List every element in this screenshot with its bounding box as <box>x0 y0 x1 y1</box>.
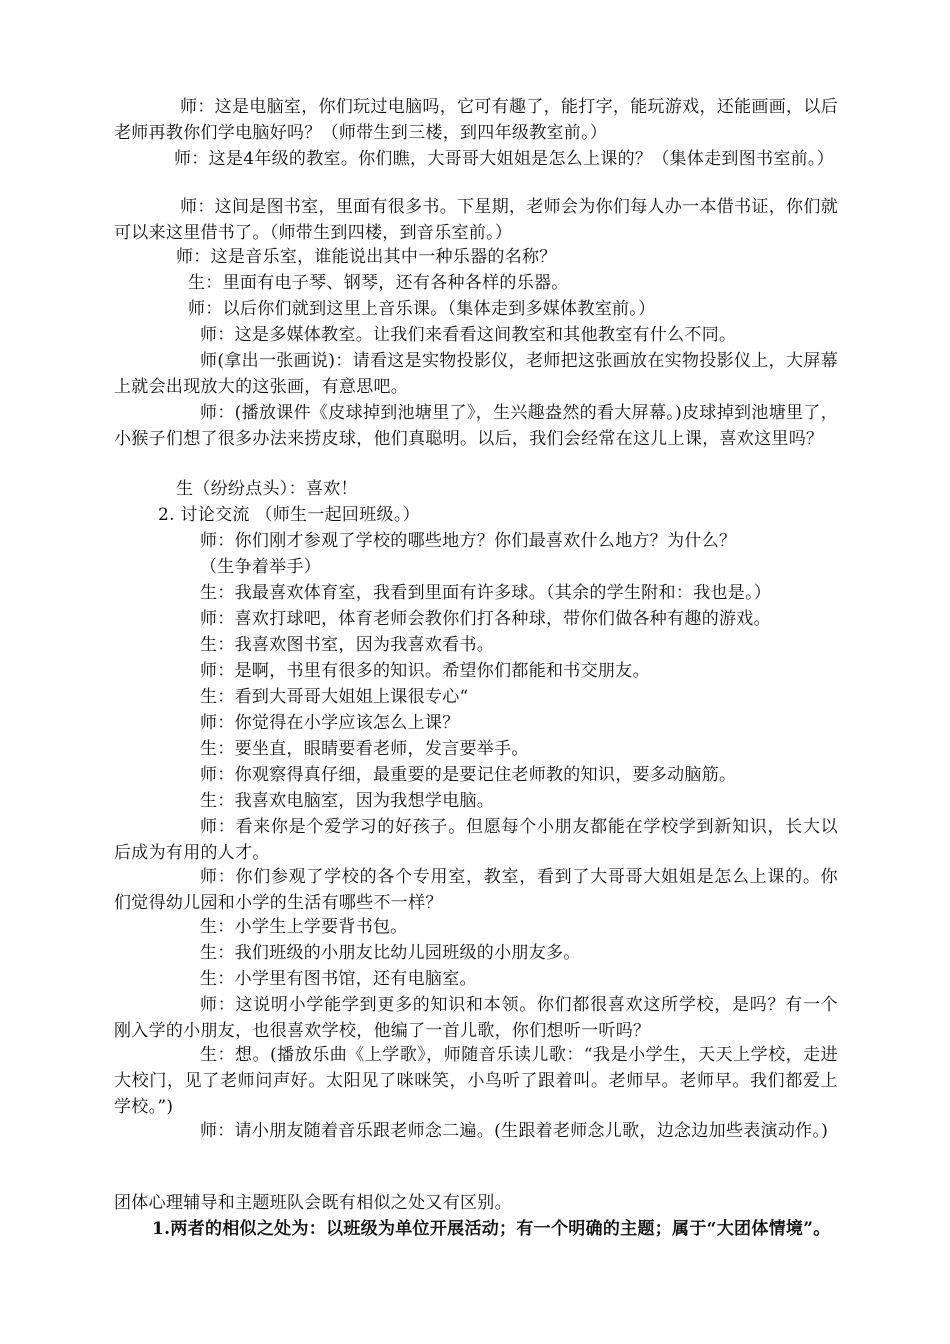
dialogue-line: 生：要坐直，眼睛要看老师，发言要举手。 <box>200 739 529 759</box>
dialogue-line: 师：是啊，书里有很多的知识。希望你们都能和书交朋友。 <box>200 661 650 681</box>
dialogue-line: 生：小学里有图书馆，还有电脑室。 <box>200 969 477 989</box>
paragraph-differences-question: 师：你们参观了学校的各个专用室，教室，看到了大哥哥大姐姐是怎么上课的。你们觉得幼儿园和小学的生活有哪些不一样？ <box>114 867 838 913</box>
paragraph-more-knowledge: 师：这说明小学能学到更多的知识和本领。你们都很喜欢这所学校，是吗？有一个刚入学的小朋友，也很喜欢学校，他编了一首儿歌，你们想听一听吗？ <box>114 995 838 1041</box>
dialogue-line: 生：我最喜欢体育室，我看到里面有许多球。（其余的学生附和：我也是。） <box>200 583 772 603</box>
paragraph-music-room: 师：这是音乐室，谁能说出其中一种乐器的名称？ <box>176 247 557 267</box>
dialogue-line: 生：我喜欢电脑室，因为我想学电脑。 <box>200 791 495 811</box>
paragraph-group-counseling: 团体心理辅导和主题班队会既有相似之处又有区别。 <box>114 1193 512 1213</box>
dialogue-line: 师：喜欢打球吧，体育老师会教你们打各种球，带你们做各种有趣的游戏。 <box>200 609 771 629</box>
paragraph-student-instruments: 生：里面有电子琴、钢琴，还有各种各样的乐器。 <box>188 273 569 293</box>
paragraph-projector: 师(拿出一张画说)：请看这是实物投影仪，老师把这张画放在实物投影仪上，大屏幕上就会出现放大的这张画，有意思吧。 <box>114 351 838 397</box>
dialogue-line: （生争着举手） <box>200 557 322 577</box>
dialogue-line: 生：我们班级的小朋友比幼儿园班级的小朋友多。 <box>200 943 581 963</box>
dialogue-line: 师：你觉得在小学应该怎么上课？ <box>200 713 460 733</box>
section-heading-discussion: 2. 讨论交流 （师生一起回班级。） <box>158 505 420 525</box>
paragraph-students-like: 生（纷纷点头）：喜欢！ <box>176 479 358 499</box>
paragraph-similarities: 1.两者的相似之处为：以班级为单位开展活动；有一个明确的主题；属于“大团体情境”。 <box>152 1219 831 1239</box>
dialogue-line: 师：你观察得真仔细，最重要的是要记住老师教的知识，要多动脑筋。 <box>200 765 737 785</box>
paragraph-multimedia-room: 师：这是多媒体教室。让我们来看看这间教室和其他教室有什么不同。 <box>200 325 737 345</box>
dialogue-line: 师：你们刚才参观了学校的哪些地方？你们最喜欢什么地方？为什么？ <box>200 531 737 551</box>
dialogue-line: 生：小学生上学要背书包。 <box>200 917 408 937</box>
paragraph-library: 师：这间是图书室，里面有很多书。下星期，老师会为你们每人办一本借书证，你们就可以来这里借书了。（师带生到四楼，到音乐室前。） <box>114 197 838 243</box>
paragraph-good-child: 师：看来你是个爱学习的好孩子。但愿每个小朋友都能在学校学到新知识，长大以后成为有用的人才。 <box>114 817 838 863</box>
paragraph-school-song: 生：想。(播放乐曲《上学歌》，师随音乐读儿歌：“我是小学生，天天上学校，走进大校门，见了老师问声好。太阳见了咪咪笑，小鸟听了跟着叫。老师早。老师早。我们都爱上学校。”) <box>114 1045 838 1117</box>
paragraph-courseware: 师：(播放课件《皮球掉到池塘里了》，生兴趣盎然的看大屏幕。)皮球掉到池塘里了，小猴子们想了很多办法来捞皮球，他们真聪明。以后，我们会经常在这儿上课，喜欢这里吗？ <box>114 403 838 449</box>
dialogue-line: 生：我喜欢图书室，因为我喜欢看书。 <box>200 635 495 655</box>
paragraph-grade4-classroom: 师：这是4年级的教室。你们瞧，大哥哥大姐姐是怎么上课的？（集体走到图书室前。） <box>174 149 835 169</box>
paragraph-computer-room: 师：这是电脑室，你们玩过电脑吗，它可有趣了，能打字，能玩游戏，还能画画，以后老师再教你们学电脑好吗？（师带生到三楼，到四年级教室前。） <box>114 97 838 143</box>
dialogue-line: 生：看到大哥哥大姐姐上课很专心“ <box>200 687 469 707</box>
paragraph-read-twice: 师：请小朋友随着音乐跟老师念二遍。(生跟着老师念儿歌，边念边加些表演动作。) <box>200 1121 829 1141</box>
paragraph-music-class: 师：以后你们就到这里上音乐课。（集体走到多媒体教室前。） <box>188 299 656 319</box>
